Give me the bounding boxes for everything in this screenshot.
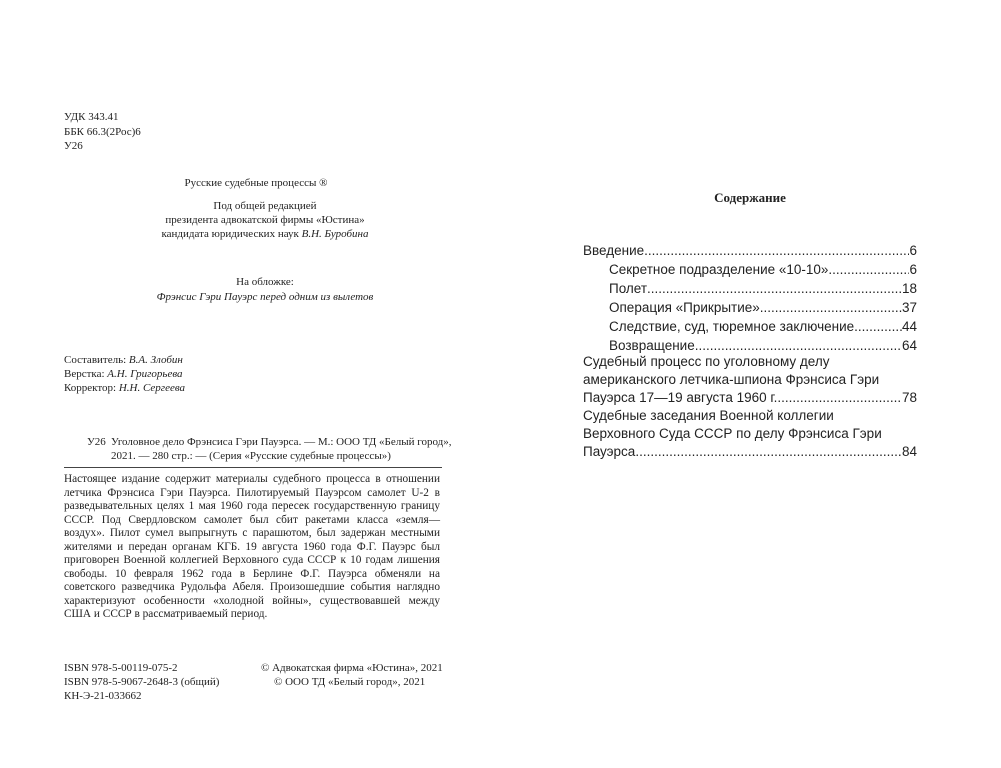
author-mark: У26 [64,140,83,152]
editorial-line-1: Под общей редакцией [213,200,317,212]
cover-caption: Фрэнсис Гэри Пауэрс перед одним из вылетов [156,291,374,303]
bib-line-2: 2021. — 280 стр.: — (Серия «Русские судебные процессы») [111,450,391,462]
toc-entry-court-sessions[interactable]: Судебные заседания Военной коллегии Верховного Суда СССР по делу Фрэнсиса Гэри Пауэрса ..... 84 [583,407,917,461]
copyright-2: © ООО ТД «Белый город», 2021 [274,676,426,688]
abstract-text: Настоящее издание содержит материалы судебного процесса в отношении летчика Фрэнсиса Гэри Пауэрса. Пилотируемый Пауэрсом самолет U-2 в разведывательных целях 1 мая 1960 года пересек государственную границу СССР. Под Свердловском самолет был сбит ракетами класса «земля—воздух». Пилот сумел выпрыгнуть с парашютом, был задержан местными жителями и передан органам КГБ. 19 августа 1960 года Ф.Г. Пауэрс был приговорен Военной коллегией Верховного суда СССР к 10 годам лишения свободы. 10 февраля 1962 года в Берлине Ф.Г. Пауэрса обменяли на советского разведчика Рудольфа Абеля. Произошедшие события наглядно характеризуют особенности «холодной войны», существовавшей между США и СССР в рассматриваемый период. [64,473,440,620]
toc-entry-secret-unit[interactable]: Секретное подразделение «10-10» ..... 6 [609,261,917,279]
cover-label: На обложке: [236,276,294,288]
udk-code: УДК 343.41 [64,111,119,123]
toc-entry-investigation[interactable]: Следствие, суд, тюремное заключение ..... 44 [609,318,917,336]
isbn-1: ISBN 978-5-00119-075-2 [64,662,178,674]
editorial-line-2: президента адвокатской фирмы «Юстина» [165,214,365,226]
toc-entry-trial[interactable]: Судебный процесс по уголовному делу американского летчика-шпиона Фрэнсиса Гэри Пауэрса 17—19 августа 1960 г. ..... 78 [583,353,917,407]
bbk-code: ББК 66.3(2Рос)6 [64,126,141,138]
credit-compiler: Составитель: В.А. Злобин [64,354,183,366]
credit-layout: Верстка: А.Н. Григорьева [64,368,183,380]
divider [64,467,442,468]
toc-entry-flight[interactable]: Полет ..... 18 [609,280,917,298]
bib-line-1: Уголовное дело Фрэнсиса Гэри Пауэрса. — М.: ООО ТД «Белый город», [111,436,452,448]
kn-number: КН-Э-21-033662 [64,690,142,702]
copyright-1: © Адвокатская фирма «Юстина», 2021 [261,662,443,674]
toc-entry-intro[interactable]: Введение ..... 6 [583,242,917,260]
toc-heading: Содержание [714,190,786,205]
editor-name: В.Н. Буробина [301,228,369,240]
credit-proofreader: Корректор: Н.Н. Сергеева [64,382,186,394]
toc-entry-cover-operation[interactable]: Операция «Прикрытие» ..... 37 [609,299,917,317]
editorial-line-3 [100,228,430,241]
isbn-2: ISBN 978-5-9067-2648-3 (общий) [64,676,220,688]
editorial-prefix: кандидата юридических наук [161,228,299,240]
bib-code: У26 [87,436,106,448]
toc-entry-return[interactable]: Возвращение ..... 64 [609,337,917,355]
series-line: Русские судебные процессы ® [184,177,328,189]
